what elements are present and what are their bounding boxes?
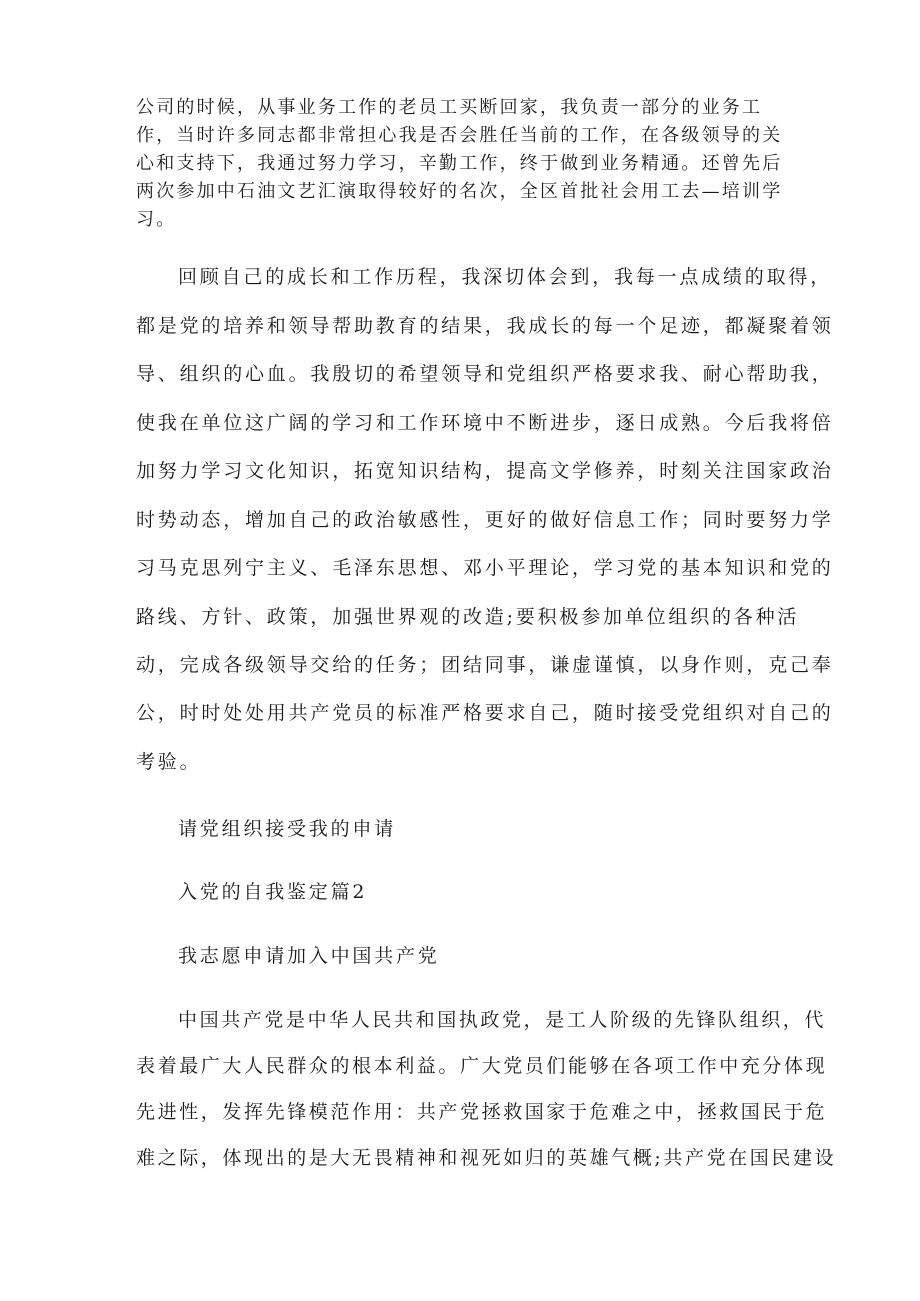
paragraph-1-line-4: 两次参加中石油文艺汇演取得较好的名次，全区首批社会用工去—培训学 [136, 181, 783, 202]
paragraph-2-line-9: 动，完成各级领导交给的任务；团结同事，谦虚谨慎，以身作则，克己奉 [136, 654, 834, 676]
paragraph-1-line-1: 公司的时候，从事业务工作的老员工买断回家，我负责一部分的业务工 [136, 97, 763, 118]
paragraph-2-line-8: 路线、方针、政策，加强世界观的改造;要积极参加单位组织的各种活 [136, 606, 800, 628]
paragraph-2-line-1: 回顾自己的成长和工作历程，我深切体会到，我每一点成绩的取得， [178, 266, 833, 288]
paragraph-2-line-3: 导、组织的心血。我殷切的希望领导和党组织严格要求我、耐心帮助我， [136, 363, 834, 385]
section-title: 入党的自我鉴定篇2 [178, 881, 368, 903]
paragraph-2-line-6: 时势动态，增加自己的政治敏感性，更好的做好信息工作；同时要努力学 [136, 509, 834, 531]
paragraph-2-line-4: 使我在单位这广阔的学习和工作环境中不断进步，逐日成熟。今后我将倍 [136, 412, 834, 434]
paragraph-3-line-2: 表着最广大人民群众的根本利益。广大党员们能够在各项工作中充分体现 [136, 1055, 828, 1077]
paragraph-2-line-11: 考验。 [136, 751, 202, 773]
paragraph-2-line-10: 公，时时处处用共产党员的标准严格要求自己，随时接受党组织对自己的 [136, 702, 834, 724]
paragraph-2-line-2: 都是党的培养和领导帮助教育的结果，我成长的每一个足迹，都凝聚着领 [136, 315, 834, 337]
paragraph-3-line-1: 中国共产党是中华人民共和国执政党，是工人阶级的先锋队组织，代 [178, 1009, 827, 1031]
paragraph-2-line-7: 习马克思列宁主义、毛泽东思想、邓小平理论，学习党的基本知识和党的 [136, 557, 834, 579]
closing-request: 请党组织接受我的申请 [178, 818, 397, 840]
paragraph-1-line-3: 心和支持下，我通过努力学习，辛勤工作，终于做到业务精通。还曾先后 [136, 153, 783, 174]
opening-statement: 我志愿申请加入中国共产党 [178, 945, 440, 967]
paragraph-1-line-5: 习。 [136, 209, 177, 230]
paragraph-1-line-2: 作，当时许多同志都非常担心我是否会胜任当前的工作，在各级领导的关 [136, 125, 783, 146]
paragraph-2-line-5: 加努力学习文化知识，拓宽知识结构，提高文学修养，时刻关注国家政治 [136, 460, 834, 482]
paragraph-3-line-4: 难之际，体现出的是大无畏精神和视死如归的英雄气概;共产党在国民建设 [136, 1147, 837, 1169]
paragraph-3-line-3: 先进性，发挥先锋模范作用：共产党拯救国家于危难之中，拯救国民于危 [136, 1101, 828, 1123]
